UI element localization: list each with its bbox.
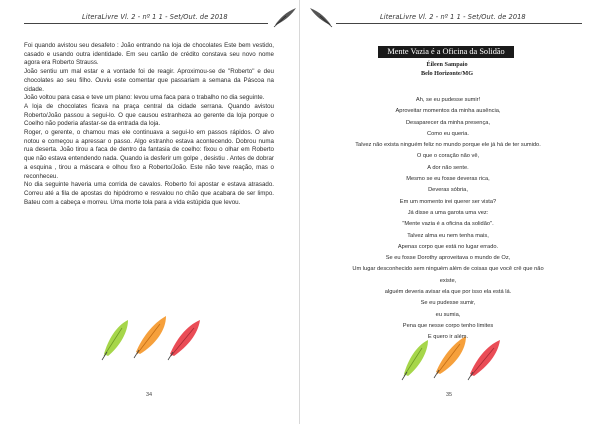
poem-line: Um lugar desconhecido sem ninguém além de coisas que você crê que não xyxy=(352,266,544,273)
author-name: Éileen Sampaio xyxy=(426,61,468,68)
poem-line: Se eu pudesse sumir, xyxy=(420,300,476,307)
story-paragraph: João voltou para casa e teve um plano: levou uma faca para o trabalho no dia seguinte. xyxy=(24,94,265,102)
quill-pen-icon xyxy=(308,6,334,28)
page-number: 34 xyxy=(146,392,153,398)
poem-line: Se eu fosse Dorothy aproveitava o mundo de Oz, xyxy=(385,255,511,262)
header-rule xyxy=(336,23,582,24)
poem-line: existe, xyxy=(439,277,457,284)
story-paragraph: João sentiu um mal estar e a vontade foi de reagir. Aproximou-se de "Roberto" e deu chocolates ao seu filho. Ouviu este comentar que passariam a semana da Páscoa na cidade. xyxy=(24,68,274,93)
poem-line: E quero ir além. xyxy=(427,334,469,341)
author-block xyxy=(362,61,532,78)
header-title: LiteraLivre Vl. 2 - nº 1 1 - Set/Out. de 2018 xyxy=(380,13,526,21)
poem-line: Mesmo se eu fosse deveras rica, xyxy=(406,176,490,183)
poem-line: alguém deveria avisar ela que por isso ela está lá. xyxy=(384,289,512,296)
poem-line: O que o coração não vê, xyxy=(416,153,480,160)
poem-line: A dor não sente. xyxy=(427,164,469,171)
poem-title: Mente Vazia é a Oficina da Solidão xyxy=(378,46,514,58)
page-number: 35 xyxy=(446,392,453,398)
feather-trio-icon xyxy=(96,310,206,362)
story-paragraph: No dia seguinte haveria uma corrida de cavalos. Roberto foi apostar e estava atrasado. Correu até a fila de apostas do hipódromo e resvalou no chão que acabara de ser limpo. Bateu com a cabeça e morreu. Uma morte tola para a vida estúpida que levou. xyxy=(24,181,274,206)
author-place: Belo Horizonte/MG xyxy=(420,69,474,77)
story-paragraph: A loja de chocolates ficava na praça central da cidade serrana. Quando avistou Roberto/João passou a segui-lo. O que causou estranheza ao gerente da loja porque o Coelho não poderia afastar-se da entrada da loja. xyxy=(24,102,274,128)
poem-line: Ah, se eu pudesse sumir! xyxy=(415,97,481,103)
poem-line: Deveras sóbria, xyxy=(428,187,468,194)
poem-line: Pena que nesse corpo tenho limites xyxy=(402,322,494,329)
poem-line: Já disse a uma garota uma vez: xyxy=(407,209,489,216)
poem-line: Apenas corpo que está no lugar errado. xyxy=(397,243,499,250)
story-text xyxy=(24,42,274,207)
story-paragraph: Roger, o gerente, o chamou mas ele continuava a segui-lo em passos rápidos. O alvo notou e começou a apressar o passo. Algo estranho estava acontecendo. Dobrou numa rua deserta. João tirou a faca de dentro da fantasia de coelho: fixou o olhar em Roberto que não estava entendendo nada. Quando ia desferir um golpe , desistiu . Antes de dobrar a esquina , tirou a máscara e olhou fixo a Roberto/João. Este não teve reação, mas o reconheceu. xyxy=(24,129,274,180)
poem-line: Em um momento irei querer ser vista? xyxy=(399,198,497,205)
poem-line: "Mente vazia é a oficina da solidão". xyxy=(402,221,494,228)
poem-line: Talvez alma eu nem tenha mais, xyxy=(407,232,489,239)
poem-text xyxy=(306,95,590,344)
poem-line: Aproveitar momentos da minha ausência, xyxy=(395,108,501,115)
header-title: LiteraLivre Vl. 2 - nº 1 1 - Set/Out. de 2018 xyxy=(82,13,228,21)
page-header xyxy=(300,6,600,28)
header-rule xyxy=(24,23,268,24)
poem-line: Talvez não exista ninguém feliz no mundo porque ele já há de ter sumido. xyxy=(355,142,541,149)
poem-line: Desaparecer da minha presença, xyxy=(405,119,491,126)
page-header xyxy=(0,6,300,28)
story-paragraph: Foi quando avistou seu desafeto : João entrando na loja de chocolates Este bem vestido, casado e usando outra identidade. Em seu cartão de crédito constava seu novo nome agora era Roberto Strauss. xyxy=(24,42,274,67)
poem-line: eu sumia, xyxy=(435,311,461,318)
quill-pen-icon xyxy=(272,6,298,28)
poem-line: Como eu queria. xyxy=(426,130,470,137)
